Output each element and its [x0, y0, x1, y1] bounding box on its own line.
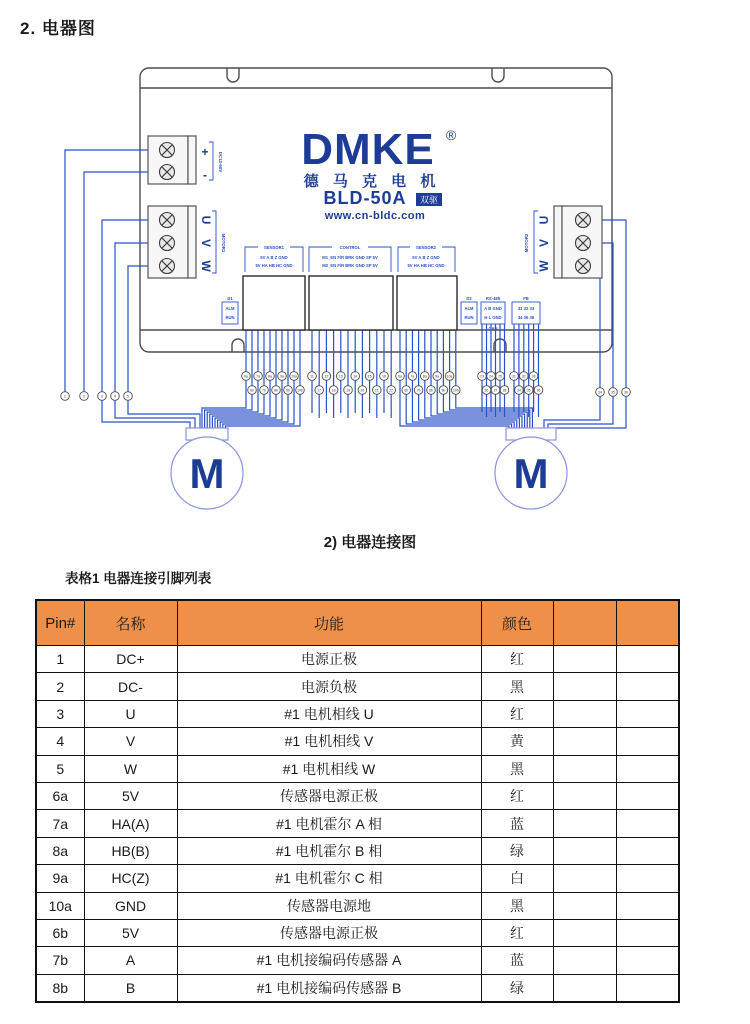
mount-notch-bottom-left [232, 339, 244, 352]
table-cell: 黄 [481, 728, 553, 755]
label-dc-plus: + [201, 145, 209, 159]
col-header [553, 600, 616, 646]
table-cell [616, 865, 679, 892]
table-cell [616, 974, 679, 1002]
table-cell [553, 947, 616, 974]
pin-number: 6a [398, 374, 402, 379]
table-cell [553, 810, 616, 837]
table-cell: 电源正极 [177, 646, 481, 673]
table-cell: 3 [36, 700, 84, 727]
table-cell: 5V [84, 782, 177, 809]
table-row [36, 865, 679, 892]
table-row [36, 919, 679, 946]
logo-block [301, 125, 457, 222]
table-header-row [36, 600, 679, 646]
label-motor1: MOTOR1 [221, 233, 226, 253]
pin-number: 35 [611, 390, 615, 395]
brand-logo: DMKE [301, 125, 435, 174]
control-row1: M1_EN F/R BRK GND SP 5V [322, 255, 378, 260]
pin-number: 25 [498, 374, 502, 379]
rs485-name: RS-485 [485, 296, 501, 301]
control-connector [309, 276, 393, 330]
table-cell: #1 电机相线 U [177, 700, 481, 727]
fb-row1: 31 32 33 [517, 306, 535, 311]
pin-number: 10b [452, 388, 459, 393]
table-cell [616, 728, 679, 755]
label-dc-range: DC12-60V [218, 151, 223, 173]
motor2 [495, 428, 567, 509]
table-cell: 7b [36, 947, 84, 974]
table-cell: GND [84, 892, 177, 919]
table-cell: HB(B) [84, 837, 177, 864]
registered-mark: ® [445, 127, 457, 143]
d2-run: RUN [464, 315, 474, 320]
fb-name: FB [523, 296, 529, 301]
figure-caption: 2) 电器连接图 [323, 534, 417, 551]
pin-number: 9b [286, 388, 290, 393]
control-row2: M2_EN F/R BRK GND SP 5V [322, 263, 378, 268]
table-cell: 传感器电源地 [177, 892, 481, 919]
label-m1-v: V [199, 238, 213, 248]
motor2-symbol: M [513, 450, 549, 497]
table-row [36, 673, 679, 700]
pin-number: 20 [360, 388, 365, 393]
pin-number: 34 [598, 390, 602, 395]
table-cell: 8a [36, 837, 84, 864]
table-cell: B [84, 974, 177, 1002]
table-cell: #1 电机相线 W [177, 755, 481, 782]
pin-number: 16 [382, 374, 386, 379]
pin-number: 7a [410, 374, 415, 379]
rs485-row2: H L GND [484, 315, 502, 320]
table-row [36, 646, 679, 673]
pin-number: 7b [416, 388, 421, 393]
table-cell: W [84, 755, 177, 782]
table-cell [616, 892, 679, 919]
table-row [36, 810, 679, 837]
table-cell: 红 [481, 782, 553, 809]
pin-number: 14 [353, 374, 358, 379]
table-cell: #1 电机接编码传感器 A [177, 947, 481, 974]
motor1-terminal [148, 206, 226, 278]
rs485-row1: A B GND [484, 306, 502, 311]
pin-number: 7b [262, 388, 266, 393]
table-cell: 1 [36, 646, 84, 673]
sensor1-row1: 5V A B Z GND [260, 255, 288, 260]
pin-number: 35 [526, 388, 531, 393]
table-cell: 绿 [481, 837, 553, 864]
table-cell: 6b [36, 919, 84, 946]
pin-number: 8a [268, 374, 272, 379]
table-cell [553, 673, 616, 700]
table-cell: 绿 [481, 974, 553, 1002]
pin-number: 32 [521, 374, 526, 379]
d2-name: D2 [466, 296, 472, 301]
table-cell: 传感器电源正极 [177, 919, 481, 946]
table-cell [616, 919, 679, 946]
model-label: BLD-50A [323, 188, 407, 208]
table-cell [616, 810, 679, 837]
table-cell: #1 电机霍尔 C 相 [177, 865, 481, 892]
table-cell [553, 892, 616, 919]
table-cell: HC(Z) [84, 865, 177, 892]
pin-number: 26 [484, 388, 489, 393]
table-cell: 8b [36, 974, 84, 1002]
pin-number: 10a [291, 374, 297, 379]
col-header: 功能 [177, 600, 481, 646]
can-label: CAN [488, 326, 498, 331]
control-name: CONTROL [339, 245, 361, 250]
pin-number: 13 [338, 374, 343, 379]
pin-number: 6b [250, 388, 254, 393]
table-cell: DC- [84, 673, 177, 700]
pin-rings [61, 372, 631, 401]
table-row [36, 837, 679, 864]
table-cell: #1 电机霍尔 B 相 [177, 837, 481, 864]
table-cell [616, 782, 679, 809]
pin-number: 22 [389, 388, 394, 393]
motor1 [171, 428, 243, 509]
pin-number: 4 [114, 394, 116, 399]
table-cell: 7a [36, 810, 84, 837]
table-cell: 9a [36, 865, 84, 892]
pin-number: 5 [127, 394, 129, 399]
col-header [616, 600, 679, 646]
col-header: 名称 [84, 600, 177, 646]
table-cell [616, 673, 679, 700]
table-cell: 红 [481, 700, 553, 727]
table-cell [616, 947, 679, 974]
label-dc-minus: - [203, 168, 207, 182]
pin-number: 9b [441, 388, 446, 393]
pin-number: 27 [493, 388, 498, 393]
table-cell [616, 755, 679, 782]
table-cell: DC+ [84, 646, 177, 673]
page-title: 2. 电器图 [20, 19, 96, 38]
pin-number: 6b [404, 388, 409, 393]
table-title: 表格1 电器连接引脚列表 [65, 571, 212, 586]
col-header: Pin# [36, 600, 84, 646]
col-header: 颜色 [481, 600, 553, 646]
pin-number: 36 [536, 388, 541, 393]
power-terminal [148, 136, 223, 184]
mount-notch-top-left [227, 68, 239, 82]
pin-number: 11 [310, 374, 314, 379]
table-row [36, 947, 679, 974]
pin-number: 36 [624, 390, 628, 395]
table-cell: 电源负极 [177, 673, 481, 700]
table-row [36, 728, 679, 755]
table-row [36, 700, 679, 727]
table-cell [616, 837, 679, 864]
label-m2-v: V [537, 238, 551, 248]
label-m2-w: W [537, 260, 551, 272]
pin-number: 8b [429, 388, 433, 393]
d1-run: RUN [225, 315, 235, 320]
table-cell: 2 [36, 673, 84, 700]
pin-number: 21 [374, 388, 379, 393]
website: www.cn-bldc.com [324, 210, 426, 222]
pin-number: 7a [256, 374, 260, 379]
table-cell [616, 646, 679, 673]
pin-number: 23 [480, 374, 484, 379]
motor1-symbol: M [189, 450, 225, 497]
pin-number: 1 [64, 394, 66, 399]
table-cell: 黑 [481, 892, 553, 919]
table-cell: #1 电机相线 V [177, 728, 481, 755]
pin-number: 31 [512, 374, 516, 379]
d2-alm: ALM [464, 306, 474, 311]
table-row [36, 974, 679, 1002]
mount-notch-top-right [492, 68, 504, 82]
pin-table [35, 599, 680, 1003]
sensor1-name: SENSOR1 [263, 245, 285, 250]
pin-number: 10a [446, 374, 453, 379]
sensor2-name: SENSOR2 [415, 245, 437, 250]
table-cell [553, 919, 616, 946]
table-cell: 6a [36, 782, 84, 809]
pin-number: 8a [422, 374, 427, 379]
sensor1-connector [243, 276, 305, 330]
connector-labels [245, 245, 455, 272]
brand-cn: 德 马 克 电 机 [303, 173, 441, 190]
label-m1-w: W [199, 260, 213, 272]
sensor2-row2: 5V HA HB HC GND [407, 263, 445, 268]
d1-alm: ALM [225, 306, 235, 311]
table-row [36, 892, 679, 919]
table-cell [553, 865, 616, 892]
table-cell: 5V [84, 919, 177, 946]
table-cell: 红 [481, 646, 553, 673]
fb-row2: 34 35 36 [517, 315, 535, 320]
pin-number: 17 [317, 388, 322, 393]
table-cell [553, 700, 616, 727]
pin-number: 3 [101, 394, 103, 399]
table-cell [553, 782, 616, 809]
pin-number: 15 [367, 374, 372, 379]
table-cell [553, 728, 616, 755]
table-cell: 5 [36, 755, 84, 782]
pin-number: 33 [531, 374, 536, 379]
pin-number: 10b [297, 388, 303, 393]
table-cell [553, 974, 616, 1002]
motor2-terminal [524, 206, 602, 278]
table-cell: 红 [481, 919, 553, 946]
table-cell: A [84, 947, 177, 974]
sensor2-connector [397, 276, 457, 330]
pin-number: 34 [517, 388, 521, 393]
sensor1-row2: 5V HA HB HC GND [255, 263, 293, 268]
table-cell: #1 电机接编码传感器 B [177, 974, 481, 1002]
pin-number: 9a [280, 374, 284, 379]
pin-number: 6a [244, 374, 248, 379]
label-m1-u: U [199, 215, 213, 225]
pin-number: 12 [324, 374, 329, 379]
table-cell: 黑 [481, 673, 553, 700]
label-m2-u: U [537, 215, 551, 225]
table-row [36, 755, 679, 782]
label-motor2: MOTOR2 [524, 233, 529, 253]
pin-number: 2 [83, 394, 85, 399]
table-cell: HA(A) [84, 810, 177, 837]
table-cell: #1 电机霍尔 A 相 [177, 810, 481, 837]
pin-number: 28 [502, 388, 507, 393]
pin-number: 24 [489, 374, 493, 379]
table-cell [553, 755, 616, 782]
d1-name: D1 [227, 296, 233, 301]
table-cell: 白 [481, 865, 553, 892]
table-cell: U [84, 700, 177, 727]
pin-number: 9a [435, 374, 440, 379]
table-cell: 10a [36, 892, 84, 919]
table-cell: 蓝 [481, 947, 553, 974]
table-cell: 传感器电源正极 [177, 782, 481, 809]
table-cell [616, 700, 679, 727]
table-cell: 4 [36, 728, 84, 755]
table-cell: 黑 [481, 755, 553, 782]
table-cell: 蓝 [481, 810, 553, 837]
model-badge: 双驱 [419, 195, 439, 205]
sensor2-row1: 5V A B Z GND [412, 255, 440, 260]
table-cell: V [84, 728, 177, 755]
table-cell [553, 646, 616, 673]
table-row [36, 782, 679, 809]
table-cell [553, 837, 616, 864]
pin-number: 19 [346, 388, 350, 393]
pin-number: 8b [274, 388, 278, 393]
pin-number: 18 [331, 388, 336, 393]
